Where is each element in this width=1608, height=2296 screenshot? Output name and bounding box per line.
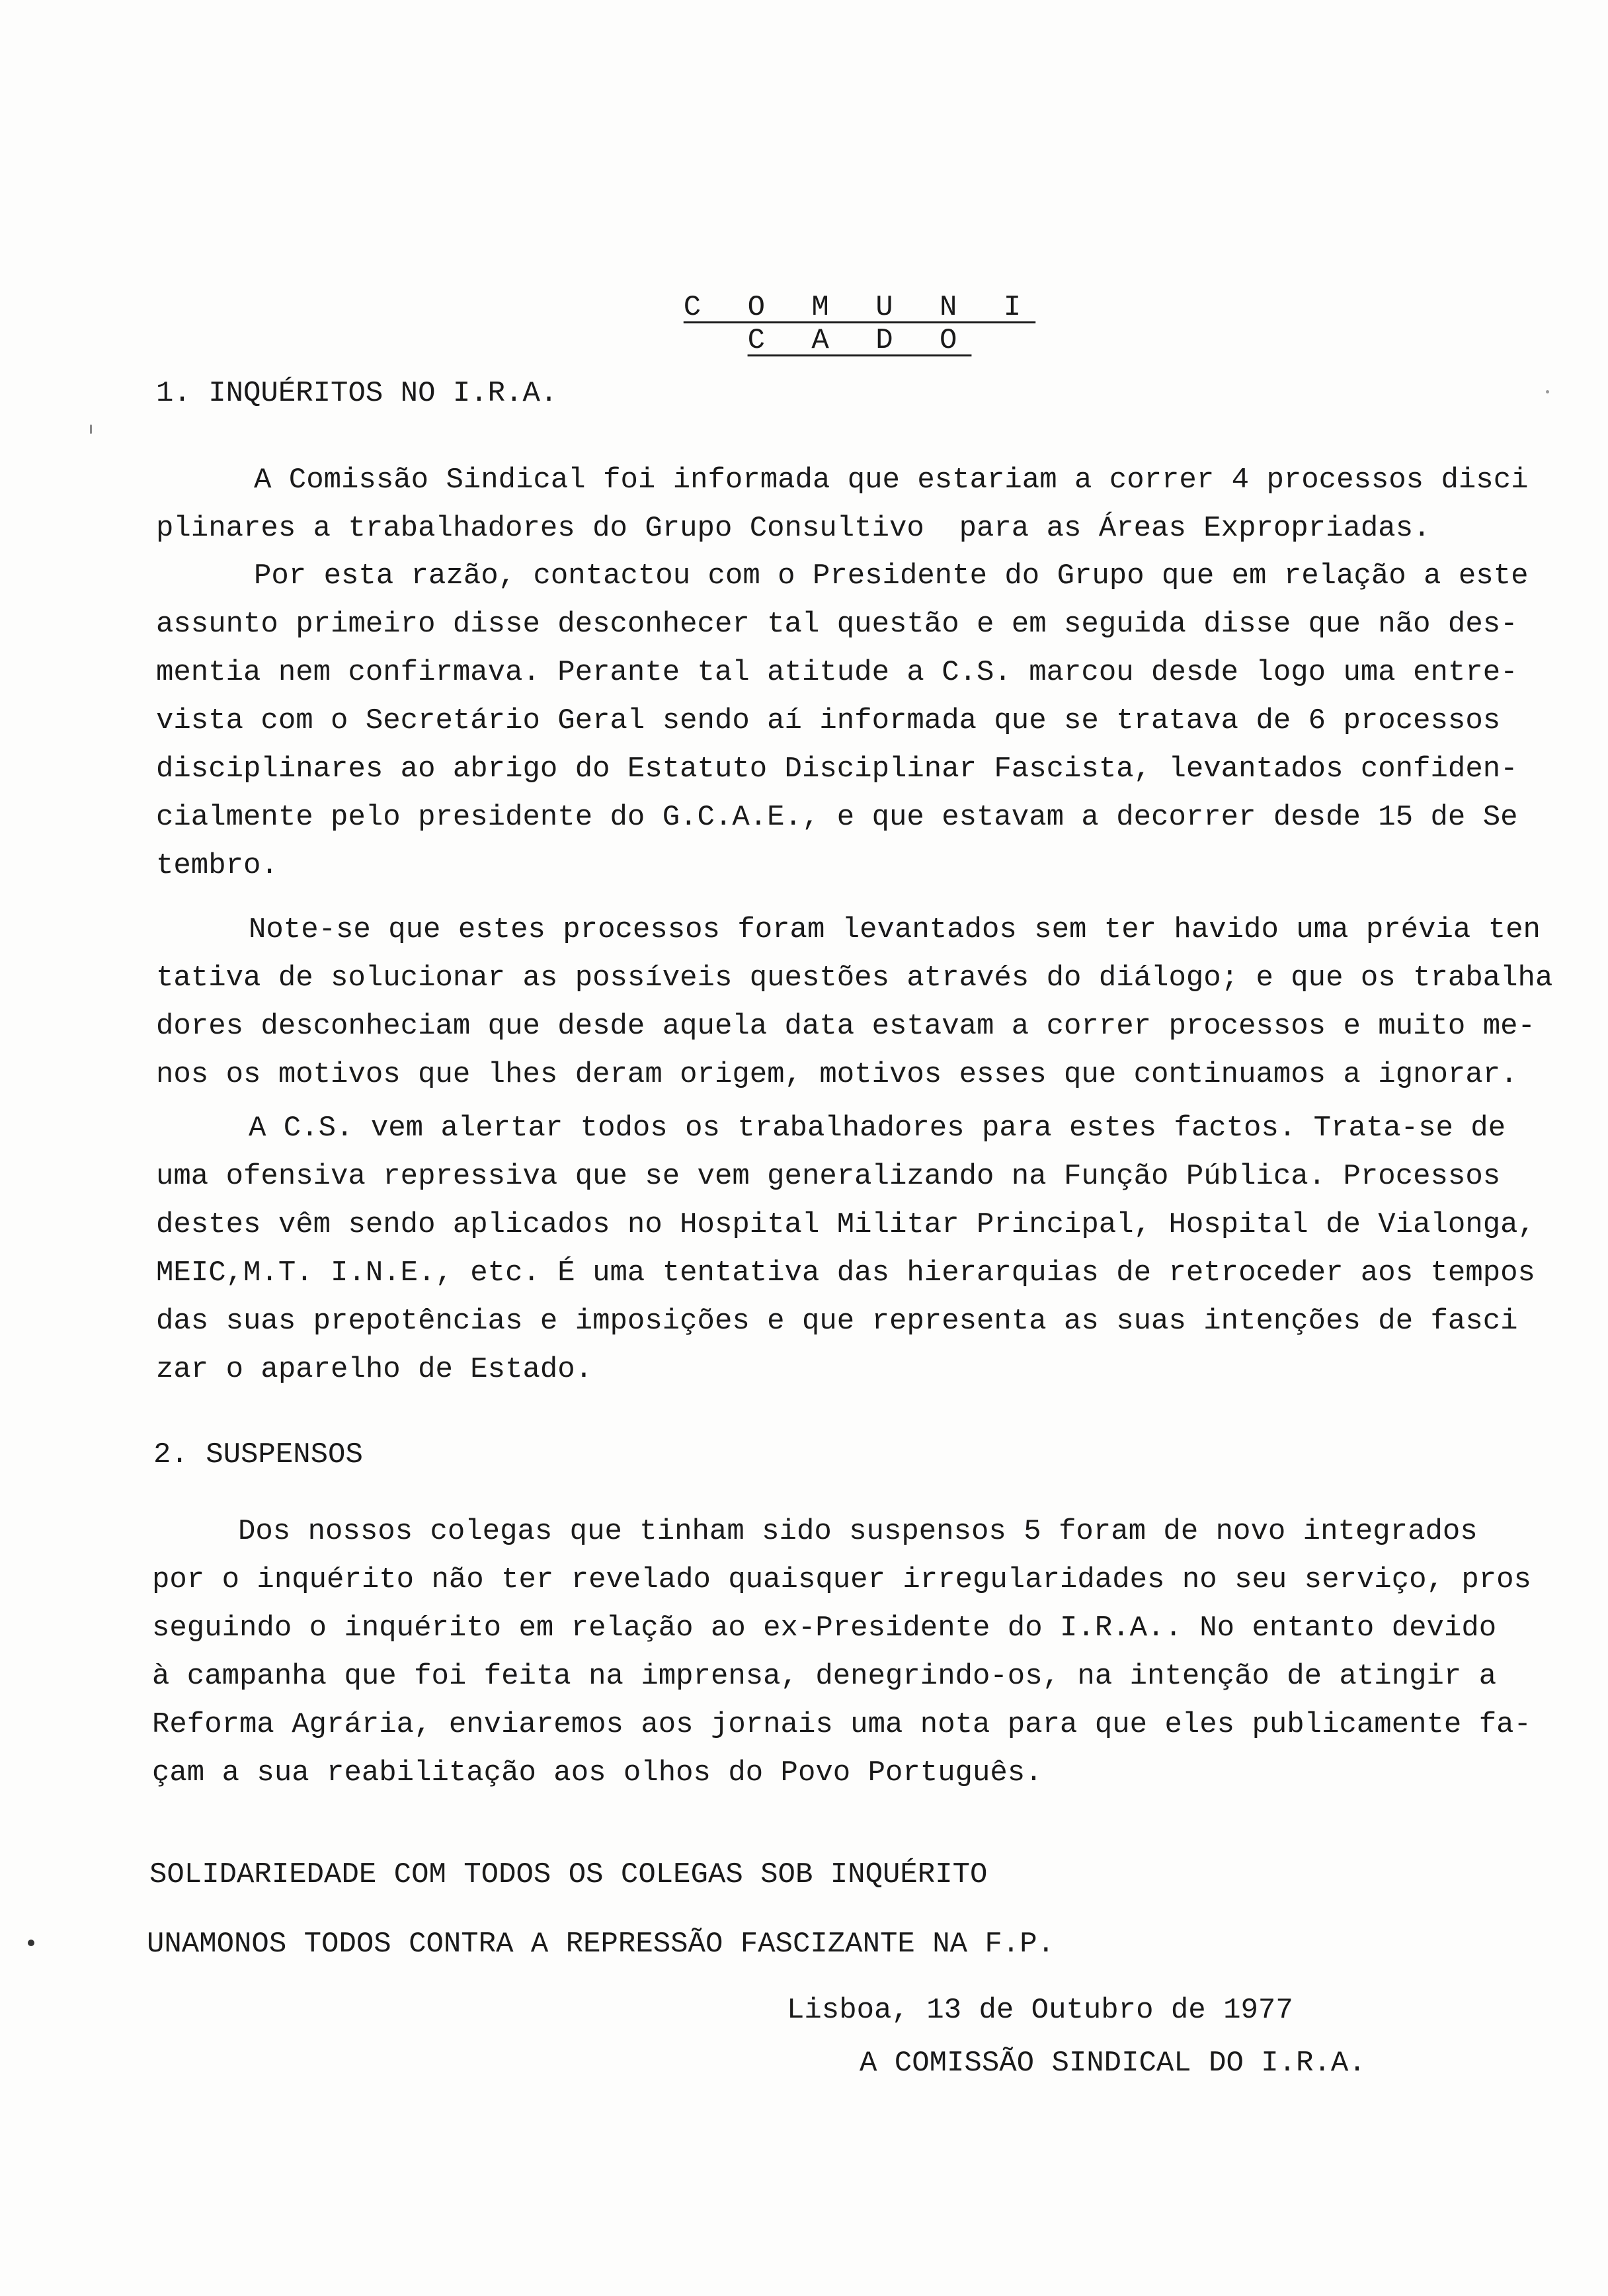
text-line: à campanha que foi feita na imprensa, denegrindo-os, na intenção de atingir a xyxy=(152,1660,1497,1693)
place-date: Lisboa, 13 de Outubro de 1977 xyxy=(787,1994,1293,2027)
slogan-solidarity: SOLIDARIEDADE COM TODOS OS COLEGAS SOB INQUÉRITO xyxy=(149,1858,988,1891)
text-line: zar o aparelho de Estado. xyxy=(156,1353,593,1386)
section-1-heading: 1. INQUÉRITOS NO I.R.A. xyxy=(156,377,558,410)
section-1-paragraph-4 xyxy=(156,1104,1558,1394)
section-2-paragraph-1 xyxy=(152,1508,1554,1797)
text-line: A C.S. vem alertar todos os trabalhadores para estes factos. Trata-se de xyxy=(249,1112,1506,1145)
text-line: destes vêm sendo aplicados no Hospital Militar Principal, Hospital de Vialonga, xyxy=(156,1208,1535,1241)
document-title: C O M U N I C A D O xyxy=(683,291,1036,357)
text-line: seguindo o inquérito em relação ao ex-Presidente do I.R.A.. No entanto devido xyxy=(152,1612,1497,1645)
text-line: vista com o Secretário Geral sendo aí informada que se tratava de 6 processos xyxy=(156,704,1501,737)
text-line: Reforma Agrária, enviaremos aos jornais uma nota para que eles publicamente fa- xyxy=(152,1708,1531,1741)
scan-speck xyxy=(1546,390,1549,393)
text-line: das suas prepotências e imposições e que representa as suas intenções de fasci xyxy=(156,1305,1518,1338)
section-2-heading: 2. SUSPENSOS xyxy=(153,1438,363,1471)
text-line: assunto primeiro disse desconhecer tal questão e em seguida disse que não des- xyxy=(156,608,1518,641)
text-line: A Comissão Sindical foi informada que estariam a correr 4 processos disci xyxy=(254,464,1529,497)
text-line: Por esta razão, contactou com o Presidente do Grupo que em relação a este xyxy=(254,559,1529,593)
scan-speck xyxy=(90,425,92,434)
section-1-paragraph-1 xyxy=(156,456,1558,553)
section-1-paragraph-2 xyxy=(156,552,1558,890)
text-line: disciplinares ao abrigo do Estatuto Disciplinar Fascista, levantados confiden- xyxy=(156,753,1518,786)
text-line: Dos nossos colegas que tinham sido suspensos 5 foram de novo integrados xyxy=(238,1515,1478,1548)
text-line: dores desconheciam que desde aquela data estavam a correr processos e muito me- xyxy=(156,1010,1535,1043)
text-line: plinares a trabalhadores do Grupo Consultivo para as Áreas Expropriadas. xyxy=(156,512,1431,545)
text-line: uma ofensiva repressiva que se vem generalizando na Função Pública. Processos xyxy=(156,1160,1501,1193)
text-line: Note-se que estes processos foram levantados sem ter havido uma prévia ten xyxy=(249,913,1541,946)
slogan-unity: UNAMONOS TODOS CONTRA A REPRESSÃO FASCIZANTE NA F.P. xyxy=(147,1928,1055,1961)
text-line: tembro. xyxy=(156,849,278,882)
text-line: tativa de solucionar as possíveis questões através do diálogo; e que os trabalha xyxy=(156,962,1553,995)
text-line: mentia nem confirmava. Perante tal atitude a C.S. marcou desde logo uma entre- xyxy=(156,656,1518,689)
text-line: por o inquérito não ter revelado quaisquer irregularidades no seu serviço, pros xyxy=(152,1563,1531,1596)
signatory: A COMISSÃO SINDICAL DO I.R.A. xyxy=(860,2047,1366,2080)
text-line: çam a sua reabilitação aos olhos do Povo Português. xyxy=(152,1756,1043,1789)
scan-speck xyxy=(28,1940,34,1946)
text-line: nos os motivos que lhes deram origem, motivos esses que continuamos a ignorar. xyxy=(156,1058,1518,1091)
text-line: cialmente pelo presidente do G.C.A.E., e que estavam a decorrer desde 15 de Se xyxy=(156,801,1518,834)
text-line: MEIC,M.T. I.N.E., etc. É uma tentativa das hierarquias de retroceder aos tempos xyxy=(156,1256,1535,1290)
section-1-paragraph-3 xyxy=(156,906,1558,1099)
